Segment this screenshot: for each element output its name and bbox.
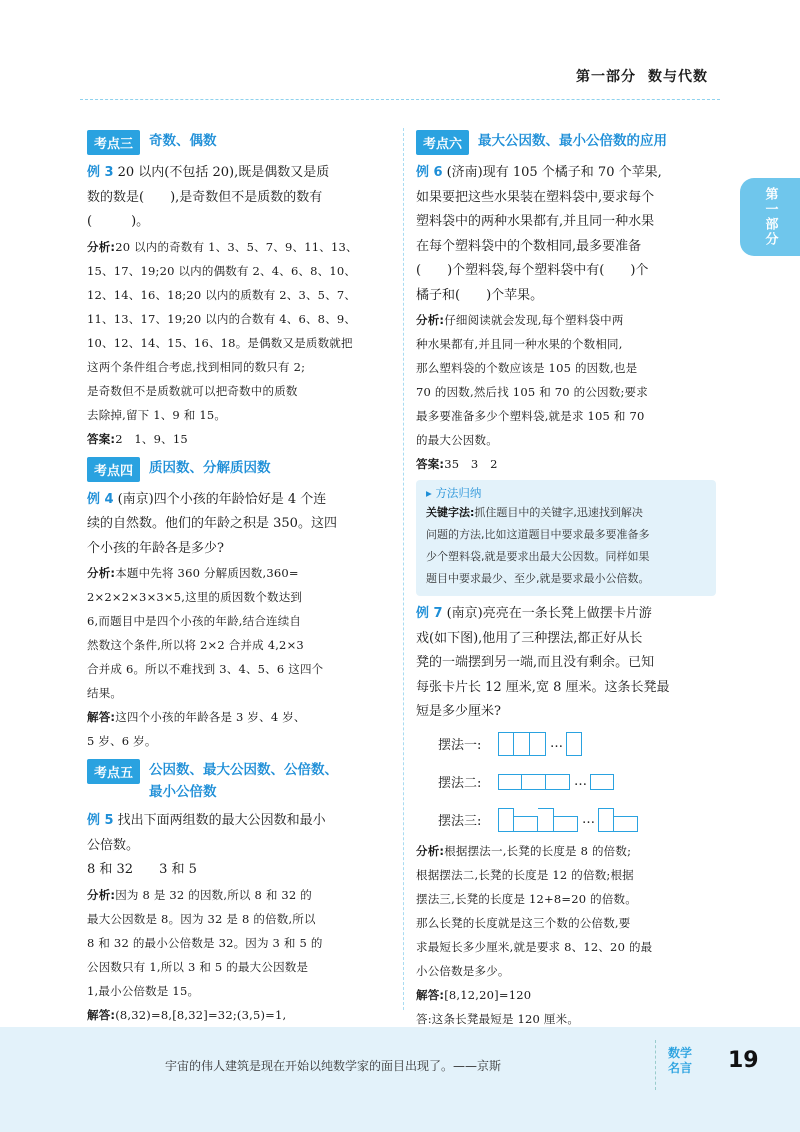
card-horizontal xyxy=(554,816,578,832)
example-7-line: 戏(如下图),他用了三种摆法,都正好从长 xyxy=(416,630,643,646)
card-horizontal xyxy=(614,816,638,832)
analysis-line: 12、14、16、18;20 以内的质数有 2、3、5、7、 xyxy=(87,287,357,302)
side-tab xyxy=(740,178,800,256)
example-7-line: 短是多少厘米? xyxy=(416,704,501,719)
card-pattern-3 xyxy=(416,801,716,839)
analysis-label: 分析: xyxy=(416,843,445,858)
left-column xyxy=(87,130,387,1051)
card-pattern-1 xyxy=(416,725,716,763)
analysis-line: 这两个条件组合考虑,找到相同的数只有 2; xyxy=(87,359,306,374)
footer-band xyxy=(0,1027,800,1132)
card-vertical xyxy=(598,808,614,832)
section-header-6 xyxy=(416,130,716,155)
analysis-line: 6,而题目中是四个小孩的年龄,结合连续自 xyxy=(87,614,302,628)
method-line: 少个塑料袋,就是要求出最大公因数。同样如果 xyxy=(426,550,650,563)
method-line: 关键字法:抓住题目中的关键字,迅速找到解决 xyxy=(426,506,643,519)
example-label: 例 7 xyxy=(416,606,443,621)
method-key-label: 关键字法: xyxy=(426,506,475,519)
section-header-3 xyxy=(87,130,387,155)
side-tab-label: 第一部分 xyxy=(762,187,778,247)
card-horizontal xyxy=(590,774,614,790)
pattern-label: 摆法二: xyxy=(438,776,482,791)
answer-line: 答案:35 3 2 xyxy=(416,457,498,471)
section-badge: 考点五 xyxy=(87,759,140,784)
analysis-label: 分析: xyxy=(87,239,116,254)
example-4-line: 续的自然数。他们的年龄之积是 350。这四 xyxy=(87,516,337,531)
example-7-line: 例 7 (南京)亮亮在一条长凳上做摆卡片游 xyxy=(416,606,652,621)
analysis-line: 求最短长多少厘米,就是要求 8、12、20 的最 xyxy=(416,939,653,954)
answer-line: 5 岁、6 岁。 xyxy=(87,734,157,748)
card-vertical xyxy=(498,732,514,756)
ellipsis: … xyxy=(550,736,562,751)
card-horizontal xyxy=(522,774,546,790)
section-title: 质因数、分解质因数 xyxy=(149,459,271,476)
analysis-line: 是奇数但不是质数就可以把奇数中的质数 xyxy=(87,383,298,398)
example-6-line: 塑料袋中的两种水果都有,并且同一种水果 xyxy=(416,214,655,229)
example-label: 例 3 xyxy=(87,165,114,180)
answer-label: 解答: xyxy=(416,987,445,1002)
analysis-line: 最多要准备多少个塑料袋,就是求 105 和 70 xyxy=(416,409,645,423)
example-3-line: 数的数是( ),是奇数但不是质数的数有 xyxy=(87,189,323,205)
analysis-line: 然数这个条件,所以将 2×2 合并成 4,2×3 xyxy=(87,638,304,652)
analysis-label: 分析: xyxy=(87,566,116,580)
example-6-line: ( )个塑料袋,每个塑料袋中有( )个 xyxy=(416,263,649,278)
analysis-line: 2×2×2×3×3×5,这里的质因数个数达到 xyxy=(87,590,303,604)
answer-label: 解答: xyxy=(87,1007,116,1022)
method-line: 题目中要求最少、至少,就是要求最小公倍数。 xyxy=(426,572,650,585)
example-label: 例 6 xyxy=(416,165,443,180)
analysis-line: 那么长凳的长度就是这三个数的公倍数,要 xyxy=(416,915,631,930)
header-part: 第一部分 xyxy=(576,69,636,85)
section-title: 奇数、偶数 xyxy=(149,133,217,149)
card-vertical xyxy=(530,732,546,756)
analysis-line: 最大公因数是 8。因为 32 是 8 的倍数,所以 xyxy=(87,911,316,926)
answer-label: 解答: xyxy=(87,710,116,724)
analysis-line: 分析:仔细阅读就会发现,每个塑料袋中两 xyxy=(416,313,624,327)
method-heading: ▸ 方法归纳 xyxy=(426,486,482,500)
analysis-line: 合并成 6。所以不难找到 3、4、5、6 这四个 xyxy=(87,662,324,676)
section-badge: 考点六 xyxy=(416,130,469,155)
analysis-line: 15、17、19;20 以内的偶数有 2、4、6、8、10、 xyxy=(87,263,357,278)
example-5-line: 公倍数。 xyxy=(87,837,140,853)
card-vertical xyxy=(566,732,582,756)
answer-line: 解答:(8,32)=8,[8,32]=32;(3,5)=1, xyxy=(87,1007,287,1022)
header-title: 数与代数 xyxy=(648,69,708,85)
answer-line: 解答:[8,12,20]=120 xyxy=(416,987,532,1002)
example-6-line: 在每个塑料袋中的个数相同,最多要准备 xyxy=(416,238,642,254)
example-label: 例 4 xyxy=(87,491,114,507)
analysis-line: 1,最小公倍数是 15。 xyxy=(87,983,200,998)
method-summary-box xyxy=(416,480,716,596)
footer-badge: 数学 名言 xyxy=(668,1046,693,1075)
card-vertical xyxy=(514,732,530,756)
pattern-label: 摆法一: xyxy=(438,738,482,753)
answer-label: 答案: xyxy=(87,431,116,446)
footer-divider xyxy=(655,1040,656,1090)
analysis-line: 公因数只有 1,所以 3 和 5 的最大公因数是 xyxy=(87,959,309,974)
column-divider xyxy=(403,128,404,1010)
card-pattern-2 xyxy=(416,763,716,801)
analysis-line: 分析:根据摆法一,长凳的长度是 8 的倍数; xyxy=(416,843,632,858)
analysis-line: 10、12、14、15、16、18。是偶数又是质数就把 xyxy=(87,335,353,350)
analysis-line: 70 的因数,然后找 105 和 70 的公因数;要求 xyxy=(416,385,648,399)
section-header-5 xyxy=(87,759,387,803)
card-horizontal xyxy=(546,774,570,790)
example-3-line: 例 3 20 以内(不包括 20),既是偶数又是质 xyxy=(87,165,330,180)
analysis-line: 根据摆法二,长凳的长度是 12 的倍数;根据 xyxy=(416,867,634,882)
answer-line: 答案:2 1、9、15 xyxy=(87,431,188,446)
pattern-label: 摆法三: xyxy=(438,814,482,829)
header-divider xyxy=(80,99,720,100)
example-6-line: 橘子和( )个苹果。 xyxy=(416,287,544,303)
section-badge: 考点四 xyxy=(87,457,140,482)
card-vertical xyxy=(538,808,554,832)
example-6-line: 例 6 (济南)现有 105 个橘子和 70 个苹果, xyxy=(416,165,662,180)
right-column xyxy=(416,130,716,1031)
example-7-line: 凳的一端摆到另一端,而且没有剩余。已知 xyxy=(416,655,655,670)
analysis-line: 分析:因为 8 是 32 的因数,所以 8 和 32 的 xyxy=(87,887,313,902)
analysis-line: 8 和 32 的最小公倍数是 32。因为 3 和 5 的 xyxy=(87,935,323,950)
analysis-line: 11、13、17、19;20 以内的合数有 4、6、8、9、 xyxy=(87,311,357,326)
card-horizontal xyxy=(498,774,522,790)
analysis-line: 结果。 xyxy=(87,686,123,700)
analysis-line: 种水果都有,并且同一种水果的个数相同, xyxy=(416,337,623,351)
reply-line: 答:这条长凳最短是 120 厘米。 xyxy=(416,1011,580,1026)
card-horizontal xyxy=(514,816,538,832)
analysis-line: 分析:本题中先将 360 分解质因数,360= xyxy=(87,566,299,580)
page-number: 19 xyxy=(728,1048,759,1073)
example-4-line: 例 4 (南京)四个小孩的年龄恰好是 4 个连 xyxy=(87,491,327,507)
section-badge: 考点三 xyxy=(87,130,140,155)
analysis-line: 那么塑料袋的个数应该是 105 的因数,也是 xyxy=(416,361,638,375)
triangle-icon: ▸ xyxy=(426,486,436,500)
example-7-line: 每张卡片长 12 厘米,宽 8 厘米。这条长凳最 xyxy=(416,679,670,695)
page-header xyxy=(576,66,708,86)
example-label: 例 5 xyxy=(87,813,114,828)
example-3-line: ( )。 xyxy=(87,214,150,229)
answer-line: 解答:这四个小孩的年龄各是 3 岁、4 岁、 xyxy=(87,710,306,724)
section-header-4 xyxy=(87,457,387,482)
section-title: 公因数、最大公因数、公倍数、 最小公倍数 xyxy=(149,762,339,800)
example-4-line: 个小孩的年龄各是多少? xyxy=(87,540,224,556)
example-6-line: 如果要把这些水果装在塑料袋中,要求每个 xyxy=(416,189,655,205)
analysis-line: 小公倍数是多少。 xyxy=(416,963,510,978)
section-title: 最大公因数、最小公倍数的应用 xyxy=(478,133,668,149)
ellipsis: … xyxy=(582,812,594,827)
card-vertical xyxy=(498,808,514,832)
example-5-line: 例 5 找出下面两组数的最大公因数和最小 xyxy=(87,813,326,828)
analysis-line: 摆法三,长凳的长度是 12+8=20 的倍数。 xyxy=(416,891,637,906)
analysis-line: 的最大公因数。 xyxy=(416,433,498,447)
analysis-label: 分析: xyxy=(416,313,445,327)
answer-label: 答案: xyxy=(416,457,445,471)
analysis-label: 分析: xyxy=(87,887,116,902)
analysis-line: 分析:20 以内的奇数有 1、3、5、7、9、11、13、 xyxy=(87,239,358,254)
method-line: 问题的方法,比如这道题目中要求最多要准备多 xyxy=(426,528,650,541)
footer-quote: 宇宙的伟人建筑是现在开始以纯数学家的面目出现了。——京斯 xyxy=(165,1059,502,1073)
ellipsis: … xyxy=(574,774,586,789)
analysis-line: 去除掉,留下 1、9 和 15。 xyxy=(87,407,227,422)
example-5-pairs: 8 和 32 3 和 5 xyxy=(87,862,197,877)
